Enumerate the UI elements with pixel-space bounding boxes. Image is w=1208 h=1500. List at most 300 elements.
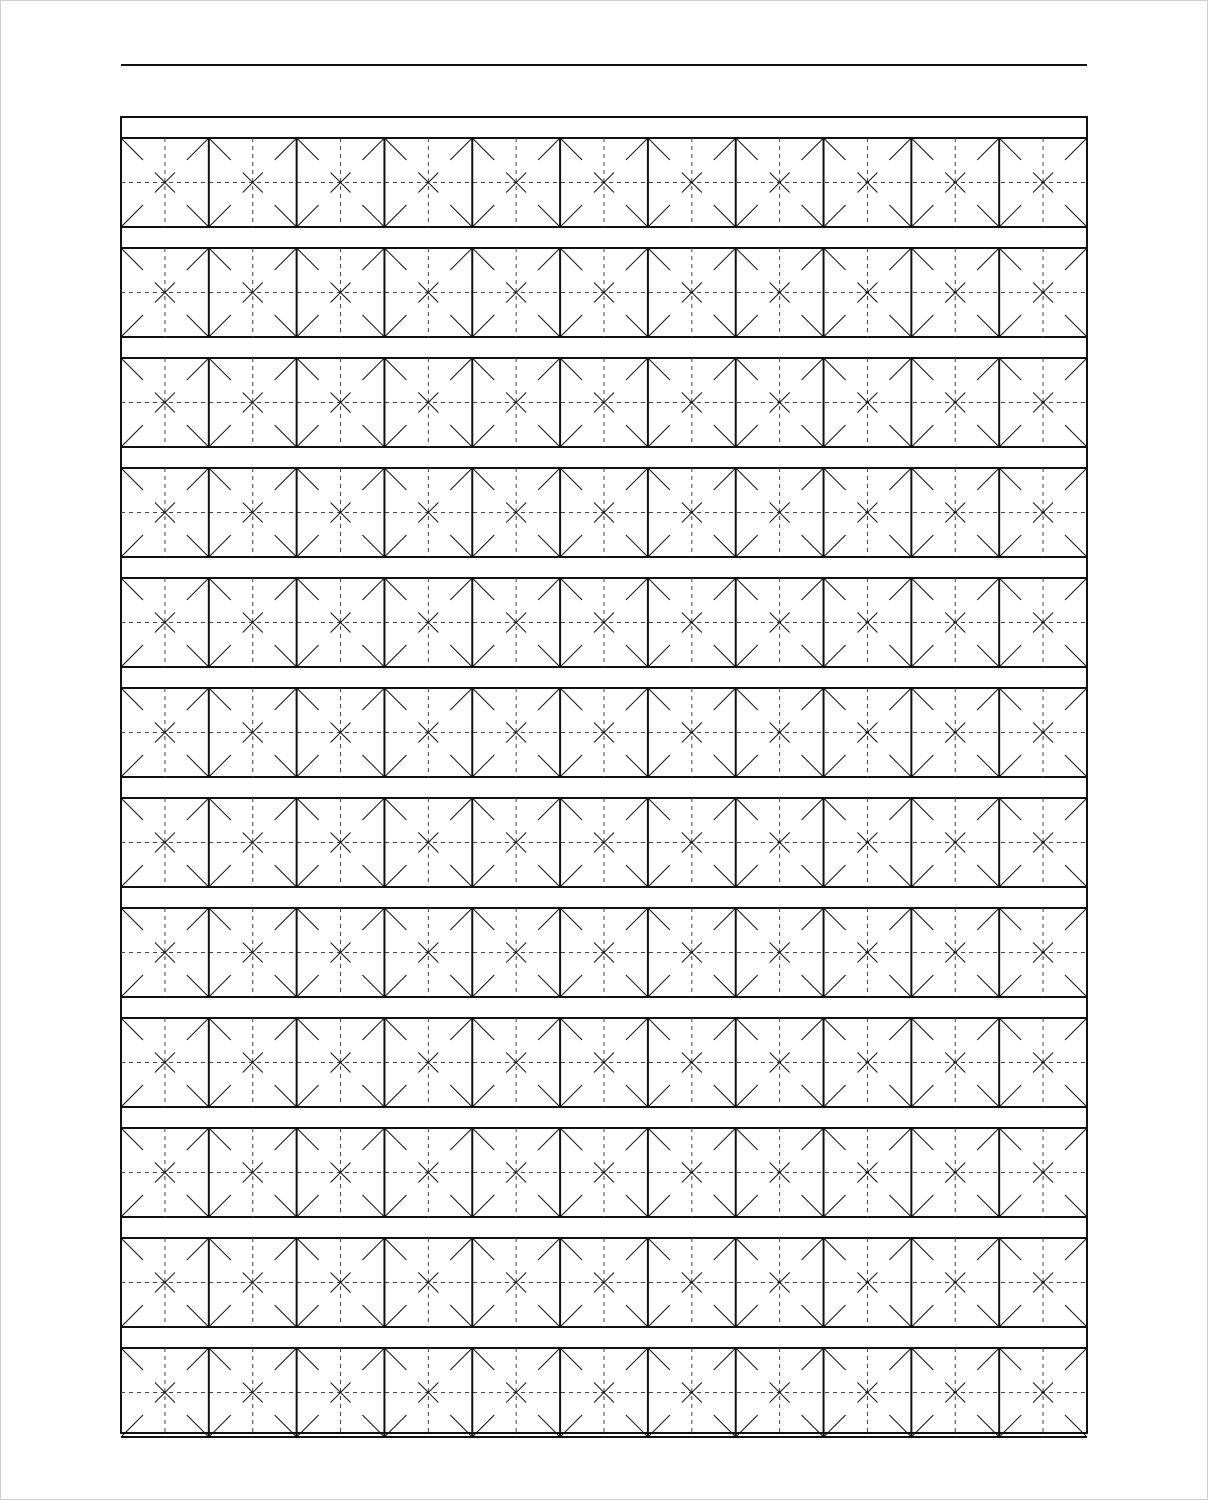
diagonal-tick — [626, 315, 648, 337]
diagonal-tick — [802, 425, 824, 447]
diagonal-tick — [999, 315, 1021, 337]
diagonal-tick — [824, 1128, 846, 1150]
diagonal-tick — [999, 1018, 1021, 1040]
diagonal-tick — [824, 315, 846, 337]
diagonal-tick — [187, 798, 209, 820]
diagonal-tick — [187, 1238, 209, 1260]
diagonal-tick — [824, 1195, 846, 1217]
diagonal-tick — [275, 315, 297, 337]
diagonal-tick — [362, 908, 384, 930]
diagonal-tick — [999, 468, 1021, 490]
diagonal-tick — [911, 645, 933, 667]
diagonal-tick — [648, 908, 670, 930]
diagonal-tick — [209, 1305, 231, 1327]
diagonal-tick — [275, 975, 297, 997]
diagonal-tick — [824, 1018, 846, 1040]
diagonal-tick — [384, 138, 406, 160]
diagonal-tick — [736, 1305, 758, 1327]
diagonal-tick — [297, 865, 319, 887]
diagonal-tick — [626, 1128, 648, 1150]
diagonal-tick — [275, 535, 297, 557]
diagonal-tick — [187, 755, 209, 777]
diagonal-tick — [297, 1195, 319, 1217]
diagonal-tick — [538, 315, 560, 337]
diagonal-tick — [911, 1348, 933, 1370]
diagonal-tick — [384, 1128, 406, 1150]
diagonal-tick — [911, 468, 933, 490]
diagonal-tick — [977, 1305, 999, 1327]
diagonal-tick — [911, 315, 933, 337]
diagonal-tick — [209, 468, 231, 490]
diagonal-tick — [538, 1305, 560, 1327]
diagonal-tick — [977, 1128, 999, 1150]
diagonal-tick — [648, 578, 670, 600]
diagonal-tick — [297, 468, 319, 490]
diagonal-tick — [977, 865, 999, 887]
diagonal-tick — [472, 425, 494, 447]
diagonal-tick — [187, 645, 209, 667]
diagonal-tick — [472, 798, 494, 820]
diagonal-tick — [802, 1305, 824, 1327]
diagonal-tick — [824, 1085, 846, 1107]
diagonal-tick — [911, 425, 933, 447]
diagonal-tick — [648, 535, 670, 557]
diagonal-tick — [802, 1238, 824, 1260]
diagonal-tick — [911, 358, 933, 380]
diagonal-tick — [911, 1238, 933, 1260]
diagonal-tick — [889, 535, 911, 557]
diagonal-tick — [802, 908, 824, 930]
diagonal-tick — [472, 908, 494, 930]
diagonal-tick — [736, 865, 758, 887]
diagonal-tick — [297, 755, 319, 777]
diagonal-tick — [538, 755, 560, 777]
diagonal-tick — [560, 975, 582, 997]
diagonal-tick — [889, 1238, 911, 1260]
diagonal-tick — [187, 535, 209, 557]
diagonal-tick — [648, 468, 670, 490]
diagonal-tick — [824, 1238, 846, 1260]
diagonal-tick — [824, 535, 846, 557]
diagonal-tick — [384, 248, 406, 270]
diagonal-tick — [911, 138, 933, 160]
diagonal-tick — [999, 138, 1021, 160]
diagonal-tick — [362, 468, 384, 490]
diagonal-tick — [121, 645, 143, 667]
diagonal-tick — [626, 535, 648, 557]
diagonal-tick — [736, 205, 758, 227]
diagonal-tick — [736, 975, 758, 997]
diagonal-tick — [362, 1305, 384, 1327]
diagonal-tick — [802, 468, 824, 490]
diagonal-tick — [648, 138, 670, 160]
diagonal-tick — [209, 1085, 231, 1107]
diagonal-tick — [714, 1128, 736, 1150]
diagonal-tick — [1065, 1085, 1087, 1107]
diagonal-tick — [384, 425, 406, 447]
diagonal-tick — [714, 1305, 736, 1327]
diagonal-tick — [187, 425, 209, 447]
diagonal-tick — [121, 248, 143, 270]
diagonal-tick — [824, 1305, 846, 1327]
diagonal-tick — [209, 205, 231, 227]
diagonal-tick — [889, 358, 911, 380]
diagonal-tick — [714, 358, 736, 380]
diagonal-tick — [626, 688, 648, 710]
diagonal-tick — [384, 468, 406, 490]
diagonal-tick — [560, 798, 582, 820]
diagonal-tick — [362, 645, 384, 667]
diagonal-tick — [824, 1348, 846, 1370]
diagonal-tick — [648, 1128, 670, 1150]
diagonal-tick — [889, 468, 911, 490]
diagonal-tick — [209, 1018, 231, 1040]
diagonal-tick — [911, 1195, 933, 1217]
diagonal-tick — [714, 315, 736, 337]
diagonal-tick — [648, 755, 670, 777]
diagonal-tick — [538, 1018, 560, 1040]
diagonal-tick — [911, 578, 933, 600]
diagonal-tick — [977, 1348, 999, 1370]
diagonal-tick — [187, 1348, 209, 1370]
diagonal-tick — [538, 975, 560, 997]
diagonal-tick — [1065, 138, 1087, 160]
diagonal-tick — [297, 1085, 319, 1107]
diagonal-tick — [384, 315, 406, 337]
diagonal-tick — [1065, 1348, 1087, 1370]
diagonal-tick — [538, 535, 560, 557]
diagonal-tick — [999, 205, 1021, 227]
diagonal-tick — [450, 1128, 472, 1150]
diagonal-tick — [1065, 1018, 1087, 1040]
diagonal-tick — [450, 975, 472, 997]
diagonal-tick — [911, 248, 933, 270]
diagonal-tick — [384, 1348, 406, 1370]
diagonal-tick — [472, 315, 494, 337]
diagonal-tick — [977, 468, 999, 490]
diagonal-tick — [714, 578, 736, 600]
diagonal-tick — [538, 645, 560, 667]
diagonal-tick — [121, 908, 143, 930]
diagonal-tick — [209, 358, 231, 380]
diagonal-tick — [362, 358, 384, 380]
diagonal-tick — [121, 535, 143, 557]
diagonal-tick — [714, 205, 736, 227]
diagonal-tick — [824, 578, 846, 600]
diagonal-tick — [450, 1085, 472, 1107]
diagonal-tick — [648, 425, 670, 447]
diagonal-tick — [362, 578, 384, 600]
diagonal-tick — [626, 1305, 648, 1327]
diagonal-tick — [999, 1305, 1021, 1327]
diagonal-tick — [824, 798, 846, 820]
diagonal-tick — [362, 205, 384, 227]
diagonal-tick — [209, 865, 231, 887]
diagonal-tick — [626, 468, 648, 490]
diagonal-tick — [450, 1348, 472, 1370]
diagonal-tick — [297, 688, 319, 710]
diagonal-tick — [121, 798, 143, 820]
diagonal-tick — [187, 1018, 209, 1040]
diagonal-tick — [362, 975, 384, 997]
diagonal-tick — [1065, 975, 1087, 997]
diagonal-tick — [1065, 248, 1087, 270]
diagonal-tick — [560, 908, 582, 930]
diagonal-tick — [626, 1195, 648, 1217]
diagonal-tick — [802, 315, 824, 337]
diagonal-tick — [297, 975, 319, 997]
diagonal-tick — [911, 688, 933, 710]
diagonal-tick — [889, 1305, 911, 1327]
diagonal-tick — [187, 578, 209, 600]
diagonal-tick — [736, 798, 758, 820]
diagonal-tick — [560, 425, 582, 447]
diagonal-tick — [209, 138, 231, 160]
diagonal-tick — [275, 798, 297, 820]
diagonal-tick — [889, 975, 911, 997]
diagonal-tick — [802, 798, 824, 820]
diagonal-tick — [1065, 755, 1087, 777]
diagonal-tick — [209, 798, 231, 820]
diagonal-tick — [560, 1305, 582, 1327]
diagonal-tick — [472, 645, 494, 667]
diagonal-tick — [450, 865, 472, 887]
diagonal-tick — [450, 1238, 472, 1260]
diagonal-tick — [977, 645, 999, 667]
diagonal-tick — [450, 1305, 472, 1327]
diagonal-tick — [297, 315, 319, 337]
diagonal-tick — [275, 755, 297, 777]
diagonal-tick — [275, 425, 297, 447]
diagonal-tick — [714, 248, 736, 270]
diagonal-tick — [648, 1195, 670, 1217]
diagonal-tick — [802, 138, 824, 160]
diagonal-tick — [1065, 1128, 1087, 1150]
diagonal-tick — [297, 1018, 319, 1040]
diagonal-tick — [802, 688, 824, 710]
diagonal-tick — [450, 138, 472, 160]
diagonal-tick — [187, 138, 209, 160]
diagonal-tick — [362, 1348, 384, 1370]
diagonal-tick — [626, 1085, 648, 1107]
diagonal-tick — [999, 1085, 1021, 1107]
diagonal-tick — [889, 688, 911, 710]
diagonal-tick — [450, 755, 472, 777]
diagonal-tick — [472, 358, 494, 380]
diagonal-tick — [384, 908, 406, 930]
diagonal-tick — [538, 865, 560, 887]
diagonal-tick — [911, 975, 933, 997]
diagonal-tick — [275, 468, 297, 490]
diagonal-tick — [648, 1348, 670, 1370]
diagonal-tick — [472, 138, 494, 160]
diagonal-tick — [802, 358, 824, 380]
diagonal-tick — [187, 1128, 209, 1150]
diagonal-tick — [275, 248, 297, 270]
diagonal-tick — [472, 688, 494, 710]
diagonal-tick — [889, 645, 911, 667]
diagonal-tick — [450, 358, 472, 380]
diagonal-tick — [802, 1018, 824, 1040]
diagonal-tick — [560, 755, 582, 777]
diagonal-tick — [626, 425, 648, 447]
diagonal-tick — [538, 578, 560, 600]
diagonal-tick — [977, 535, 999, 557]
diagonal-tick — [472, 535, 494, 557]
diagonal-tick — [736, 578, 758, 600]
diagonal-tick — [538, 1195, 560, 1217]
diagonal-tick — [802, 1348, 824, 1370]
diagonal-tick — [472, 578, 494, 600]
diagonal-tick — [384, 798, 406, 820]
diagonal-tick — [999, 248, 1021, 270]
diagonal-tick — [1065, 865, 1087, 887]
diagonal-tick — [1065, 1195, 1087, 1217]
diagonal-tick — [560, 1128, 582, 1150]
diagonal-tick — [450, 1195, 472, 1217]
diagonal-tick — [1065, 798, 1087, 820]
diagonal-tick — [802, 1128, 824, 1150]
diagonal-tick — [1065, 1238, 1087, 1260]
diagonal-tick — [472, 755, 494, 777]
diagonal-tick — [209, 1238, 231, 1260]
diagonal-tick — [999, 975, 1021, 997]
diagonal-tick — [362, 798, 384, 820]
diagonal-tick — [362, 535, 384, 557]
diagonal-tick — [384, 535, 406, 557]
diagonal-tick — [560, 1348, 582, 1370]
diagonal-tick — [714, 798, 736, 820]
diagonal-tick — [538, 205, 560, 227]
diagonal-tick — [736, 535, 758, 557]
diagonal-tick — [977, 908, 999, 930]
diagonal-tick — [911, 535, 933, 557]
diagonal-tick — [362, 248, 384, 270]
diagonal-tick — [736, 1018, 758, 1040]
diagonal-tick — [911, 798, 933, 820]
diagonal-tick — [560, 1018, 582, 1040]
diagonal-tick — [275, 358, 297, 380]
diagonal-tick — [121, 1195, 143, 1217]
diagonal-tick — [1065, 578, 1087, 600]
diagonal-tick — [889, 755, 911, 777]
diagonal-tick — [824, 205, 846, 227]
diagonal-tick — [209, 688, 231, 710]
diagonal-tick — [714, 645, 736, 667]
diagonal-tick — [121, 315, 143, 337]
diagonal-tick — [121, 1085, 143, 1107]
diagonal-tick — [362, 1238, 384, 1260]
diagonal-tick — [384, 1305, 406, 1327]
diagonal-tick — [648, 1018, 670, 1040]
diagonal-tick — [560, 578, 582, 600]
diagonal-tick — [121, 688, 143, 710]
diagonal-tick — [187, 1305, 209, 1327]
diagonal-tick — [977, 578, 999, 600]
diagonal-tick — [472, 975, 494, 997]
diagonal-tick — [802, 248, 824, 270]
diagonal-tick — [911, 1305, 933, 1327]
diagonal-tick — [560, 1195, 582, 1217]
diagonal-tick — [714, 535, 736, 557]
diagonal-tick — [999, 358, 1021, 380]
diagonal-tick — [275, 1128, 297, 1150]
diagonal-tick — [802, 205, 824, 227]
diagonal-tick — [824, 755, 846, 777]
diagonal-tick — [187, 358, 209, 380]
diagonal-tick — [450, 908, 472, 930]
diagonal-tick — [999, 755, 1021, 777]
diagonal-tick — [977, 798, 999, 820]
diagonal-tick — [626, 138, 648, 160]
diagonal-tick — [472, 1085, 494, 1107]
diagonal-tick — [538, 908, 560, 930]
diagonal-tick — [362, 755, 384, 777]
diagonal-tick — [714, 975, 736, 997]
diagonal-tick — [538, 358, 560, 380]
diagonal-tick — [1065, 358, 1087, 380]
diagonal-tick — [121, 975, 143, 997]
diagonal-tick — [977, 248, 999, 270]
diagonal-tick — [736, 1238, 758, 1260]
diagonal-tick — [824, 688, 846, 710]
diagonal-tick — [889, 1085, 911, 1107]
diagonal-tick — [824, 468, 846, 490]
diagonal-tick — [538, 1085, 560, 1107]
diagonal-tick — [648, 1305, 670, 1327]
diagonal-tick — [560, 138, 582, 160]
diagonal-tick — [297, 1348, 319, 1370]
diagonal-tick — [384, 1238, 406, 1260]
diagonal-tick — [209, 908, 231, 930]
diagonal-tick — [714, 865, 736, 887]
diagonal-tick — [999, 425, 1021, 447]
diagonal-tick — [297, 205, 319, 227]
diagonal-tick — [626, 205, 648, 227]
diagonal-tick — [977, 975, 999, 997]
diagonal-tick — [911, 1128, 933, 1150]
diagonal-tick — [187, 975, 209, 997]
diagonal-tick — [714, 1085, 736, 1107]
diagonal-tick — [736, 425, 758, 447]
diagonal-tick — [824, 425, 846, 447]
diagonal-tick — [121, 1238, 143, 1260]
diagonal-tick — [802, 1195, 824, 1217]
diagonal-tick — [626, 865, 648, 887]
diagonal-tick — [648, 645, 670, 667]
diagonal-tick — [560, 1085, 582, 1107]
diagonal-tick — [209, 315, 231, 337]
diagonal-tick — [977, 688, 999, 710]
diagonal-tick — [824, 358, 846, 380]
diagonal-tick — [626, 1348, 648, 1370]
diagonal-tick — [275, 865, 297, 887]
diagonal-tick — [1065, 205, 1087, 227]
diagonal-tick — [626, 645, 648, 667]
diagonal-tick — [889, 315, 911, 337]
diagonal-tick — [911, 865, 933, 887]
diagonal-tick — [999, 1238, 1021, 1260]
diagonal-tick — [911, 205, 933, 227]
diagonal-tick — [977, 425, 999, 447]
diagonal-tick — [648, 798, 670, 820]
diagonal-tick — [275, 138, 297, 160]
diagonal-tick — [538, 1348, 560, 1370]
diagonal-tick — [209, 425, 231, 447]
diagonal-tick — [450, 535, 472, 557]
diagonal-tick — [538, 248, 560, 270]
diagonal-tick — [714, 1348, 736, 1370]
